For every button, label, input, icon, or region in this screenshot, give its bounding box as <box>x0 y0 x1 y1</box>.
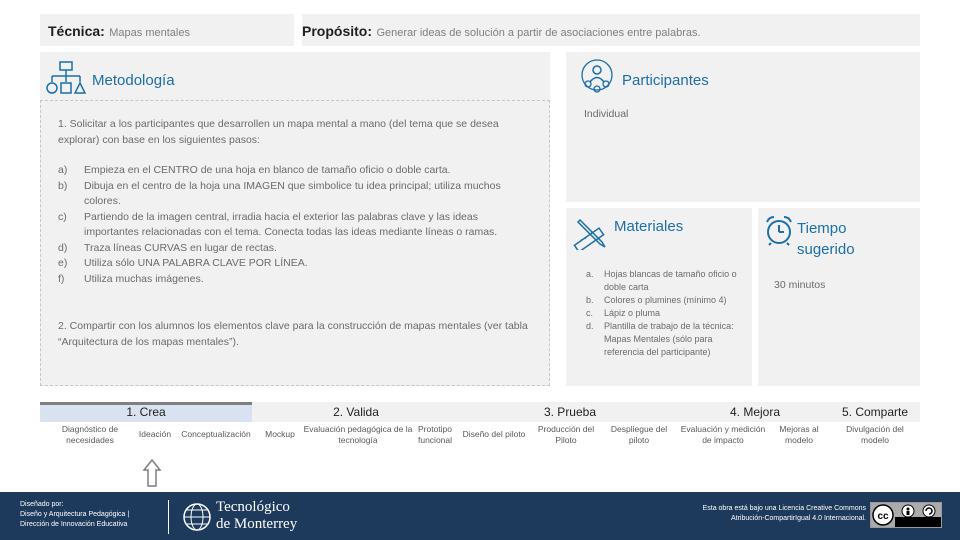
step-key: b) <box>58 179 68 192</box>
phase-crea: 1. Crea <box>126 405 166 419</box>
tec-logo-text <box>216 499 297 533</box>
materiales-list <box>586 268 746 359</box>
tecnica-field <box>48 23 190 41</box>
tiempo-title-line1: Tiempo <box>797 220 847 237</box>
cc-by-sa-badge-icon[interactable] <box>870 502 942 528</box>
list-item <box>58 241 528 257</box>
tiempo-title <box>797 218 855 260</box>
phase-sub-diseno-piloto: Diseño del piloto <box>462 429 526 439</box>
material-text: Hojas blancas de tamaño oficio o doble carta <box>604 269 737 292</box>
list-item <box>586 268 746 294</box>
phase-mejora: 4. Mejora <box>729 405 781 419</box>
header-bar <box>40 14 920 46</box>
license-text <box>660 504 866 524</box>
proposito-value: Generar ideas de solución a partir de asociaciones entre palabras. <box>376 27 701 39</box>
step-key: f) <box>58 272 65 285</box>
metodologia-title: Metodología <box>92 72 175 89</box>
step-text: Utiliza muchas imágenes. <box>84 272 204 285</box>
phase-comparte: 5. Comparte <box>841 405 909 419</box>
step-text: Partiendo de la imagen central, irradia hacia el exterior las palabras clave y las ideas importantes relacionadas con el tema. Conecta todas las ideas mediante líneas o ramas. <box>84 210 498 238</box>
list-item <box>586 307 746 320</box>
material-key: c. <box>586 308 594 318</box>
phase-sub-mockup: Mockup <box>265 429 295 439</box>
participantes-panel <box>566 52 920 202</box>
metodologia-outro: 2. Compartir con los alumnos los elementos clave para la construcción de mapas mentales (ver tabla “Arquitectura de los mapas mentales”). <box>58 320 528 348</box>
proposito-label: Propósito: <box>302 23 372 39</box>
list-item <box>58 179 528 210</box>
header-separator <box>294 14 302 46</box>
credit-line-1: Diseñado por: <box>20 501 64 508</box>
tecnica-value: Mapas mentales <box>109 27 190 39</box>
license-line-2: Atribución-CompartirIgual 4.0 Internacional. <box>730 515 866 522</box>
step-text: Dibuja en el centro de la hoja una IMAGEN que simbolice tu idea principal; utiliza muchos colores. <box>84 179 501 207</box>
step-key: c) <box>58 210 67 223</box>
step-key: d) <box>58 241 68 254</box>
list-item <box>586 294 746 307</box>
list-item <box>58 163 528 179</box>
tecnica-label: Técnica: <box>48 23 105 39</box>
material-text: Lápiz o pluma <box>604 308 661 318</box>
org-chart-icon <box>46 60 86 98</box>
step-key: e) <box>58 257 68 269</box>
step-text: Traza líneas CURVAS en lugar de rectas. <box>84 241 277 254</box>
material-text: Plantilla de trabajo de la técnica: Mapas Mentales (sólo para referencia del participante) <box>604 321 734 357</box>
phase-sub-mejoras: Mejoras al modelo <box>779 424 819 445</box>
material-key: a. <box>586 269 594 279</box>
phase-sub-despliegue: Despliegue del piloto <box>610 424 668 445</box>
footer-credit <box>20 500 129 530</box>
step-text: Utiliza sólo UNA PALABRA CLAVE POR LÍNEA. <box>84 257 308 269</box>
list-item <box>58 210 528 241</box>
material-key: d. <box>586 321 594 331</box>
participantes-title: Participantes <box>622 72 709 89</box>
credit-line-3: Dirección de Innovación Educativa <box>20 521 128 528</box>
svg-text:cc: cc <box>877 511 889 522</box>
step-text: Empieza en el CENTRO de una hoja en blanco de tamaño oficio o doble carta. <box>84 164 451 176</box>
license-line-1: Esta obra está bajo una Licencia Creative Commons <box>702 505 866 512</box>
proposito-field <box>302 23 701 41</box>
metodologia-steps <box>58 163 528 287</box>
logo-line-2: de Monterrey <box>216 516 298 532</box>
phase-valida: 2. Valida <box>333 405 379 419</box>
phase-sub-conceptualizacion: Conceptualización <box>181 429 251 439</box>
phase-sub-diagnostico: Diagnóstico de necesidades <box>61 424 119 445</box>
step-key: a) <box>58 164 68 176</box>
participantes-value: Individual <box>584 108 629 120</box>
materiales-title: Materiales <box>614 218 684 235</box>
up-arrow-icon <box>142 458 162 490</box>
phase-sub-evaluacion-impacto: Evaluación y medición de impacto <box>680 424 766 445</box>
phase-sub-ideacion: Ideación <box>138 429 172 439</box>
footer-divider <box>168 500 169 534</box>
list-item <box>58 256 528 272</box>
material-text: Colores o plumines (mínimo 4) <box>604 295 727 305</box>
pencil-ruler-icon <box>572 214 608 250</box>
phase-sub-divulgacion: Divulgación del modelo <box>846 424 904 445</box>
phase-sub-evaluacion-pedagogica: Evaluación pedagógica de la tecnología <box>303 424 413 445</box>
tiempo-value: 30 minutos <box>774 279 826 291</box>
credit-line-2: Diseño y Arquitectura Pedagógica | <box>20 511 130 518</box>
phase-sub-produccion: Producción del Piloto <box>537 424 595 445</box>
logo-line-1: Tecnológico <box>216 499 290 515</box>
phase-sub-prototipo: Prototipo funcional <box>417 424 453 445</box>
phase-prueba: 3. Prueba <box>543 405 597 419</box>
metodologia-intro: 1. Solicitar a los participantes que desarrollen un mapa mental a mano (del tema que se desea explorar) con base en los siguientes pasos: <box>58 118 499 146</box>
material-key: b. <box>586 295 594 305</box>
list-item <box>586 320 746 359</box>
people-icon <box>580 58 614 94</box>
tec-globe-logo-icon <box>182 500 212 534</box>
alarm-clock-icon <box>764 214 794 246</box>
list-item <box>58 272 528 288</box>
tiempo-title-line2: sugerido <box>797 241 855 258</box>
